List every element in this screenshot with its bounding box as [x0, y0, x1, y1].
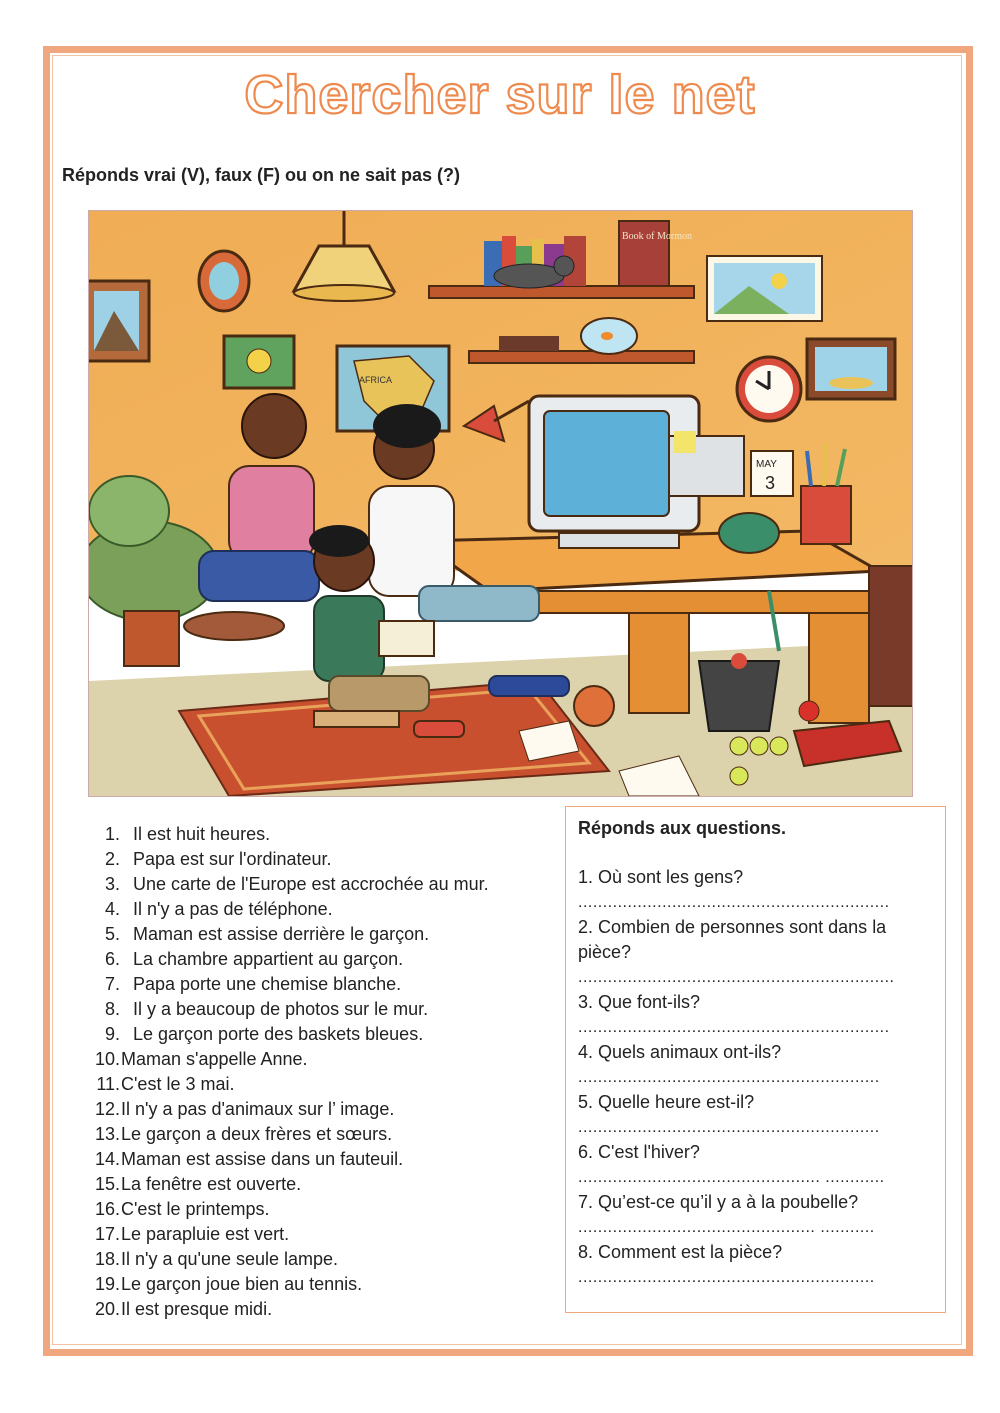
statement-text: Le garçon joue bien au tennis.: [121, 1274, 363, 1294]
statement-item: [88, 872, 558, 897]
question-text: 2. Combien de personnes sont dans la pièce?: [578, 917, 887, 962]
instruction-text: Réponds vrai (V), faux (F) ou on ne sait pas (?): [62, 165, 461, 185]
statement-text: Papa est sur l'ordinateur.: [133, 849, 332, 869]
statement-number: 5.: [104, 924, 120, 944]
statement-number: 7.: [104, 974, 120, 994]
questions-box: [565, 806, 946, 1313]
statement-text: Le garçon a deux frères et sœurs.: [121, 1124, 393, 1144]
statement-text: Le parapluie est vert.: [121, 1224, 290, 1244]
book-label: Book of Mormon: [622, 231, 692, 242]
statement-number: 9.: [104, 1024, 120, 1044]
statement-item: [88, 972, 558, 997]
statement-number: 1.: [104, 824, 120, 844]
statement-item: [88, 1222, 558, 1247]
questions-list: [578, 865, 933, 1290]
statement-text: Il est huit heures.: [133, 824, 271, 844]
calendar: [751, 451, 793, 496]
statement-text: Le garçon porte des baskets bleues.: [133, 1024, 424, 1044]
statement-text: Papa porte une chemise blanche.: [133, 974, 402, 994]
answer-line[interactable]: ...............................................................: [578, 1019, 890, 1036]
wall-clock: [737, 357, 801, 421]
statement-text: C'est le printemps.: [121, 1199, 270, 1219]
map-label: AFRICA: [359, 375, 393, 385]
statement-text: Une carte de l'Europe est accrochée au mur.: [133, 874, 489, 894]
statement-number: 17.: [94, 1224, 120, 1244]
statement-text: Il est presque midi.: [121, 1299, 273, 1319]
framed-picture-left: [89, 281, 149, 361]
statement-item: [88, 1247, 558, 1272]
statement-number: 16.: [94, 1199, 120, 1219]
statement-number: 19.: [94, 1274, 120, 1294]
statement-number: 14.: [94, 1149, 120, 1169]
statement-item: [88, 922, 558, 947]
family-computer-illustration: [88, 210, 913, 797]
statement-number: 10.: [94, 1049, 120, 1069]
answer-line[interactable]: .............................................................: [578, 1119, 880, 1136]
oval-portrait: [199, 251, 249, 311]
statement-text: Il y a beaucoup de photos sur le mur.: [133, 999, 429, 1019]
statement-number: 8.: [104, 999, 120, 1019]
question-text: 4. Quels animaux ont-ils?: [578, 1042, 782, 1062]
statement-item: [88, 1097, 558, 1122]
apple: [799, 701, 819, 721]
statement-item: [88, 1297, 558, 1322]
statement-item: [88, 947, 558, 972]
statement-text: Il n'y a pas de téléphone.: [133, 899, 333, 919]
question-text: 5. Quelle heure est-il?: [578, 1092, 755, 1112]
answer-line[interactable]: ................................................................: [578, 969, 895, 986]
statement-text: Il n'y a qu'une seule lampe.: [121, 1249, 339, 1269]
statement-item: [88, 847, 558, 872]
answer-line[interactable]: .............................................................: [578, 1069, 880, 1086]
statement-number: 3.: [104, 874, 120, 894]
statement-number: 15.: [94, 1174, 120, 1194]
answer-line[interactable]: ...............................................................: [578, 894, 890, 911]
landscape-picture: [707, 256, 822, 321]
statement-number: 4.: [104, 899, 120, 919]
statement-number: 13.: [94, 1124, 120, 1144]
statement-item: [88, 1047, 558, 1072]
statement-text: Maman s'appelle Anne.: [121, 1049, 308, 1069]
true-false-statements: [88, 822, 558, 1322]
telephone: [719, 513, 779, 553]
page-title: Chercher sur le net: [244, 65, 756, 125]
statement-number: 2.: [104, 849, 120, 869]
calendar-month: MAY: [756, 459, 777, 470]
statement-item: [88, 1122, 558, 1147]
question-text: 8. Comment est la pièce?: [578, 1242, 783, 1262]
statement-number: 6.: [104, 949, 120, 969]
statement-text: Maman est assise dans un fauteuil.: [121, 1149, 404, 1169]
statement-number: 11.: [96, 1074, 120, 1094]
statement-text: La fenêtre est ouverte.: [121, 1174, 302, 1194]
statement-number: 12.: [94, 1099, 120, 1119]
island-picture: [807, 339, 895, 399]
answer-line[interactable]: ............................................................: [578, 1269, 875, 1286]
statement-item: [88, 1072, 558, 1097]
basketball: [574, 686, 614, 726]
statement-item: [88, 1022, 558, 1047]
questions-title: Réponds aux questions.: [578, 818, 787, 838]
statement-text: Maman est assise derrière le garçon.: [133, 924, 430, 944]
statement-text: La chambre appartient au garçon.: [133, 949, 404, 969]
answer-line[interactable]: ................................................ ...........: [578, 1219, 875, 1236]
dresser: [869, 566, 912, 706]
statement-item: [88, 1172, 558, 1197]
statement-item: [88, 997, 558, 1022]
calendar-day: 3: [765, 473, 776, 493]
question-text: 7. Qu’est-ce qu’il y a à la poubelle?: [578, 1192, 859, 1212]
answer-line[interactable]: ................................................. ............: [578, 1169, 885, 1186]
statement-number: 20.: [94, 1299, 120, 1319]
statement-item: [88, 1197, 558, 1222]
statement-item: [88, 1272, 558, 1297]
statement-item: [88, 1147, 558, 1172]
statement-text: C'est le 3 mai.: [121, 1074, 235, 1094]
illustration-svg: [89, 211, 912, 796]
pencil-cup: [801, 443, 851, 544]
statement-item: [88, 897, 558, 922]
question-text: 3. Que font-ils?: [578, 992, 701, 1012]
statement-text: Il n'y a pas d'animaux sur l’ image.: [121, 1099, 395, 1119]
statement-item: [88, 822, 558, 847]
question-text: 1. Où sont les gens?: [578, 867, 744, 887]
question-text: 6. C'est l'hiver?: [578, 1142, 700, 1162]
statement-number: 18.: [94, 1249, 120, 1269]
